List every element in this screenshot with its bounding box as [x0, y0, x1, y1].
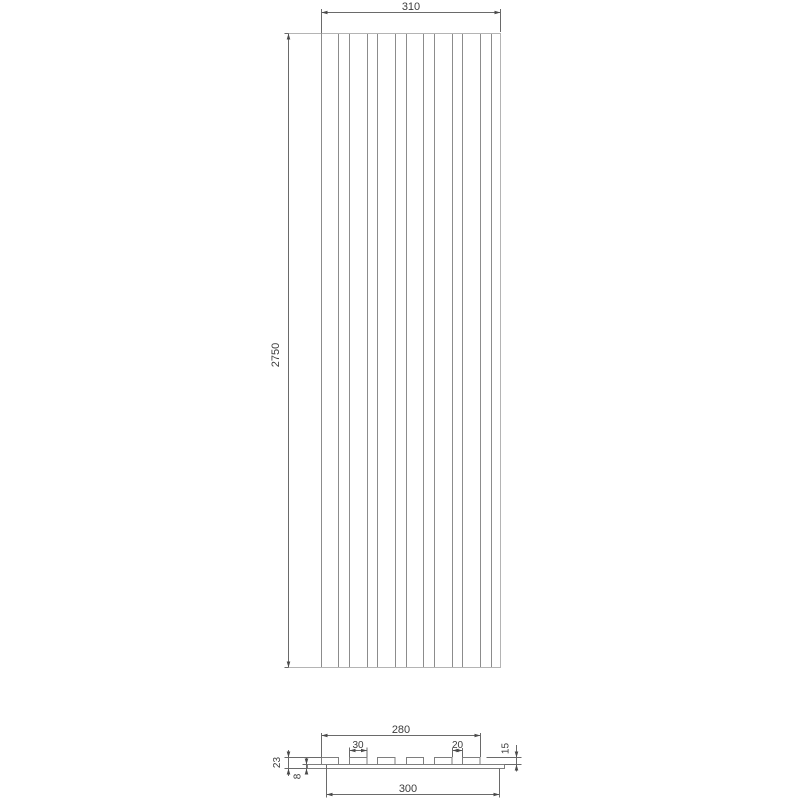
slat-span-dimension-arrow-left — [322, 734, 328, 738]
overall-width-dimension-arrow-left — [327, 793, 333, 797]
slat-span-dimension-label: 280 — [391, 724, 411, 736]
section-slat — [350, 758, 368, 765]
height-dimension-label: 2750 — [270, 342, 282, 368]
width-dimension-arrow-left — [322, 11, 328, 15]
slat-span-dimension-arrow-right — [475, 734, 481, 738]
base-thickness-dimension-arrow-top — [305, 759, 309, 765]
section-base-plate — [308, 765, 505, 769]
slat-height-dimension-arrow-top — [515, 752, 519, 758]
section-slat — [407, 758, 424, 765]
width-dimension-label: 310 — [401, 1, 421, 13]
overall-width-dimension-label: 300 — [398, 783, 418, 795]
panel-front-view — [289, 34, 501, 668]
overall-width-dimension-arrow-right — [494, 793, 500, 797]
total-thickness-dimension-label: 23 — [272, 756, 283, 769]
gap-width-dimension-label: 20 — [451, 740, 464, 751]
slat-height-dimension-label: 15 — [500, 742, 512, 755]
total-thickness-dimension-arrow-bottom — [287, 769, 291, 775]
section-slat — [463, 758, 481, 765]
width-dimension-arrow-right — [495, 11, 501, 15]
base-thickness-dimension-label: 8 — [292, 773, 304, 780]
slat-height-dimension-arrow-bottom — [515, 765, 519, 771]
total-thickness-dimension-arrow-top — [287, 752, 291, 758]
base-thickness-dimension-arrow-bottom — [305, 769, 309, 775]
section-slat — [435, 758, 453, 765]
section-slat — [322, 758, 339, 765]
section-slat — [378, 758, 396, 765]
slat-width-dimension-label: 30 — [352, 740, 364, 751]
